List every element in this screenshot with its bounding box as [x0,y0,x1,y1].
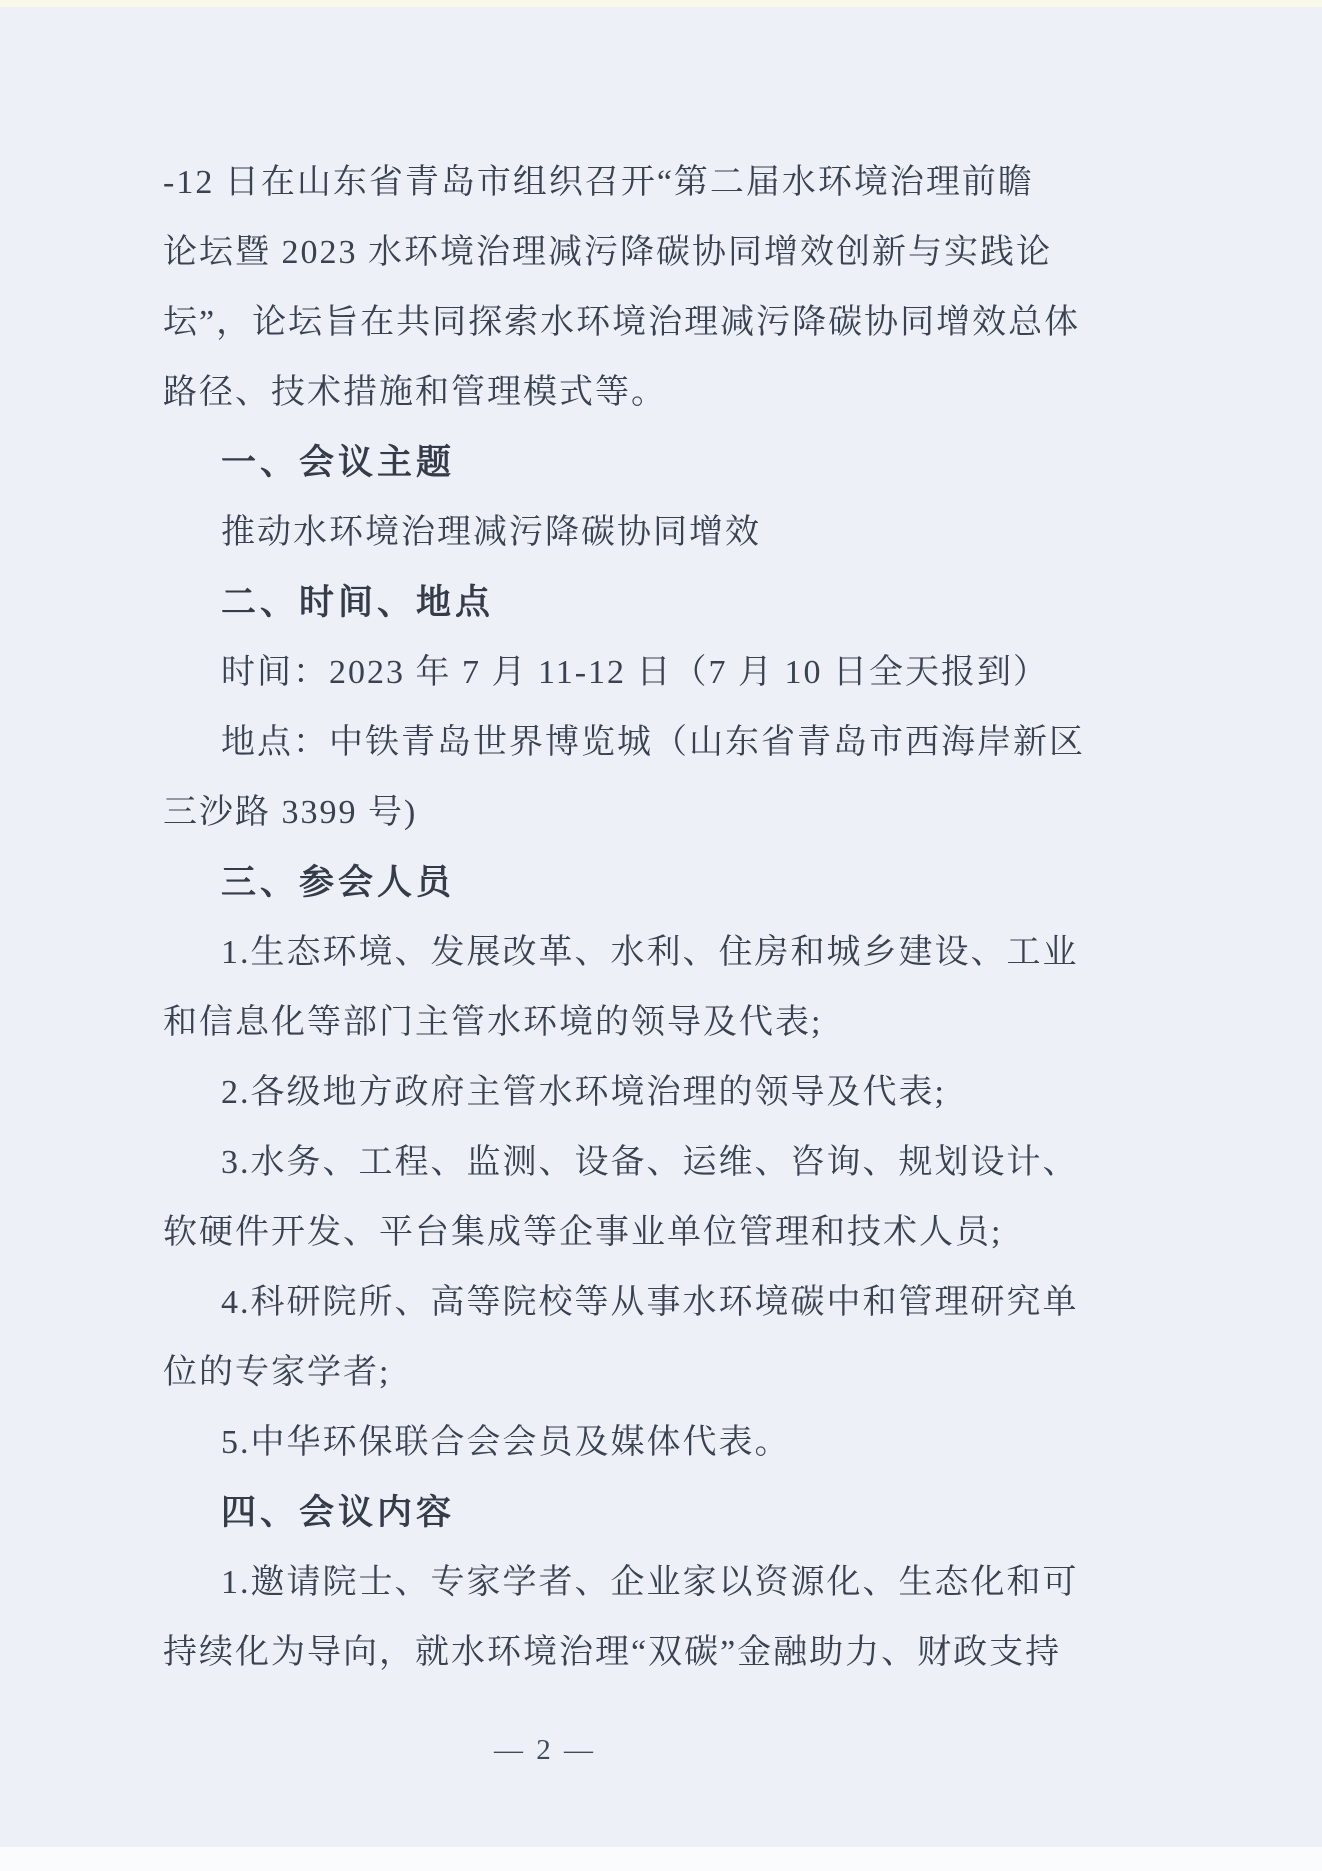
doc-line: 论坛暨 2023 水环境治理减污降碳协同增效创新与实践论 [163,234,1052,271]
page-number: — 2 — [494,1734,596,1766]
doc-line: 4.科研院所、高等院校等从事水环境碳中和管理研究单 [221,1284,1079,1321]
doc-line: 软硬件开发、平台集成等企事业单位管理和技术人员; [163,1214,1003,1251]
doc-line: 三沙路 3399 号) [163,794,418,831]
doc-line: 1.邀请院士、专家学者、企业家以资源化、生态化和可 [221,1564,1079,1601]
heading-meeting-theme: 一、会议主题 [221,443,456,482]
doc-line: 位的专家学者; [163,1354,391,1391]
scan-edge-top [0,0,1322,7]
scan-edge-bottom [0,1847,1322,1871]
doc-line-location: 地点：中铁青岛世界博览城（山东省青岛市西海岸新区 [221,724,1085,761]
doc-line: 持续化为导向，就水环境治理“双碳”金融助力、财政支持 [163,1634,1062,1671]
doc-line: 2.各级地方政府主管水环境治理的领导及代表; [221,1074,946,1111]
document-text-block [163,148,1085,1688]
heading-meeting-content: 四、会议内容 [221,1493,456,1532]
doc-line: 推动水环境治理减污降碳协同增效 [221,514,761,551]
doc-line: 1.生态环境、发展改革、水利、住房和城乡建设、工业 [221,934,1079,971]
doc-line: 路径、技术措施和管理模式等。 [163,374,667,411]
doc-line: 5.中华环保联合会会员及媒体代表。 [221,1424,791,1461]
doc-line: 和信息化等部门主管水环境的领导及代表; [163,1004,823,1041]
doc-line-time: 时间：2023 年 7 月 11-12 日（7 月 10 日全天报到） [221,654,1050,691]
doc-line: -12 日在山东省青岛市组织召开“第二届水环境治理前瞻 [163,164,1034,201]
heading-time-location: 二、时间、地点 [221,583,495,622]
heading-participants: 三、参会人员 [221,863,456,902]
doc-line: 3.水务、工程、监测、设备、运维、咨询、规划设计、 [221,1144,1079,1181]
doc-line: 坛”，论坛旨在共同探索水环境治理减污降碳协同增效总体 [163,304,1081,341]
